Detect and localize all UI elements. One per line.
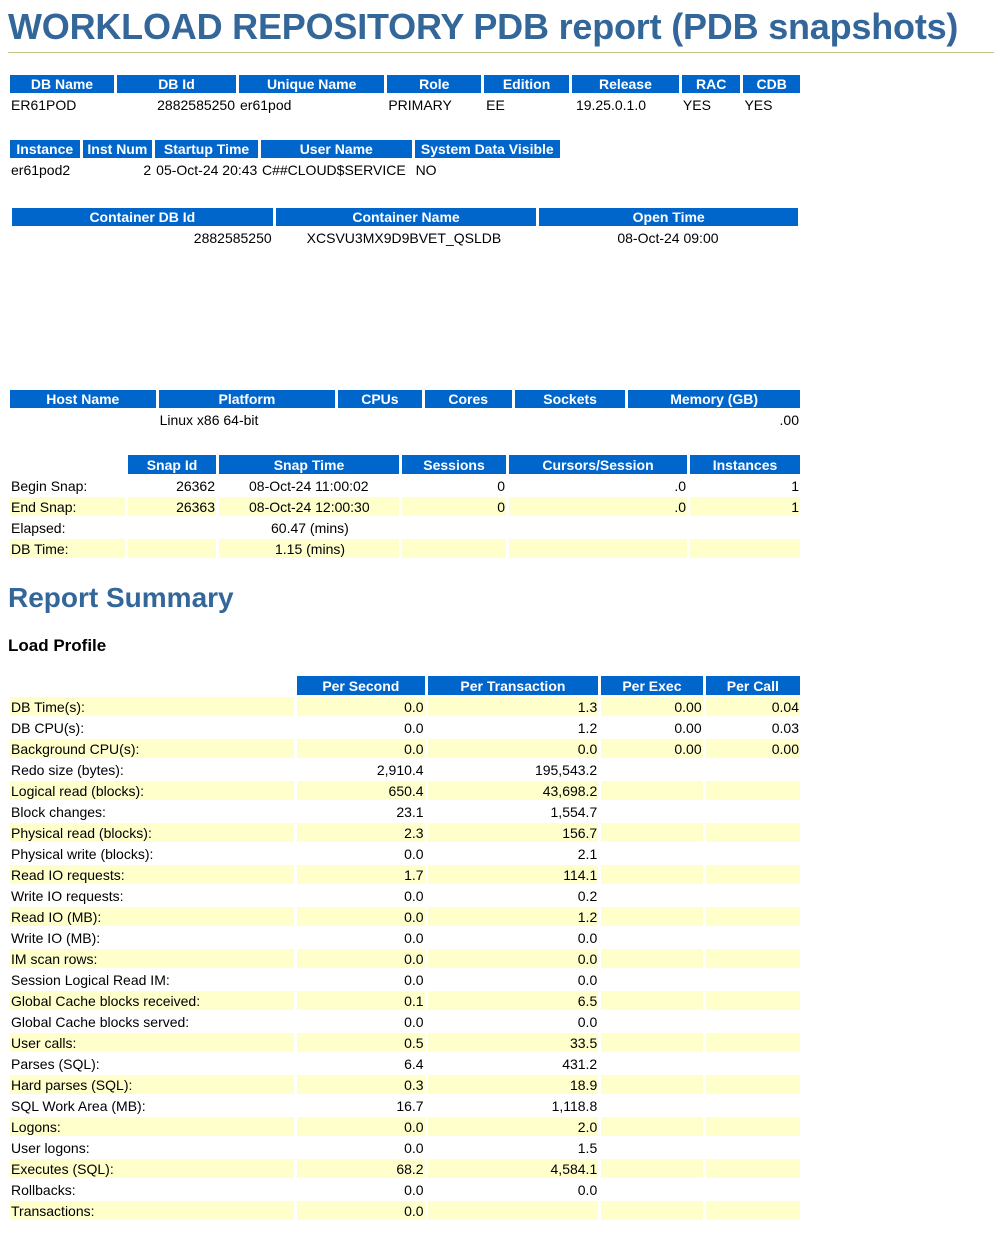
per-call-cell (706, 1138, 800, 1157)
table-row (10, 886, 800, 905)
table-row (10, 844, 800, 863)
metric-label: Rollbacks: (11, 1181, 76, 1198)
per-call-cell (706, 1201, 800, 1220)
table-row (10, 718, 800, 737)
per-second-cell: 16.7 (396, 1097, 424, 1114)
sessions-cell (402, 518, 506, 537)
per-call-cell (706, 1096, 800, 1115)
per-call-cell (706, 781, 800, 800)
instance-header: Instance (10, 140, 80, 158)
snap-label: DB Time: (10, 539, 125, 558)
per-transaction-cell: 4,584.1 (428, 1159, 599, 1178)
per-call-cell (706, 1117, 800, 1136)
per-transaction-cell: 33.5 (428, 1033, 599, 1052)
per-transaction-cell: 6.5 (428, 991, 599, 1010)
db-name-header: DB Name (10, 75, 114, 93)
container-name-value: XCSVU3MX9D9BVET_QSLDB (306, 229, 502, 246)
snap-label: Elapsed: (11, 519, 66, 536)
per-second-cell: 0.0 (404, 887, 424, 904)
per-call-cell (706, 1054, 800, 1073)
per-transaction-cell: 1.3 (428, 697, 599, 716)
metric-label: Background CPU(s): (10, 739, 294, 758)
metric-label: Write IO (MB): (11, 929, 101, 946)
per-call-cell (706, 907, 800, 926)
container-db-id-value: 2882585250 (193, 229, 272, 246)
snap-label: End Snap: (10, 497, 125, 516)
per-transaction-cell: 195,543.2 (534, 761, 598, 778)
table-row (10, 970, 800, 989)
platform-header: Platform (159, 390, 336, 408)
metric-label: Write IO requests: (11, 887, 124, 904)
metric-label: Parses (SQL): (11, 1055, 100, 1072)
per-second-cell: 0.0 (297, 1201, 424, 1220)
per-call-cell (706, 1159, 800, 1178)
snap-time-cell: 08-Oct-24 11:00:02 (249, 477, 369, 494)
per-transaction-cell: 2.1 (577, 845, 598, 862)
per-exec-cell (601, 802, 702, 821)
metric-label: Redo size (bytes): (11, 761, 124, 778)
table-row (10, 518, 800, 537)
per-exec-cell (601, 970, 702, 989)
snap-id-cell (128, 518, 216, 537)
per-exec-cell: 0.00 (674, 719, 702, 736)
table-row (10, 928, 800, 947)
sessions-cell: 0 (497, 477, 505, 494)
per-second-cell: 0.5 (297, 1033, 424, 1052)
table-row (10, 1201, 800, 1220)
metric-label: DB CPU(s): (11, 719, 85, 736)
per-exec-cell (601, 1075, 702, 1094)
instances-header: Instances (690, 455, 800, 474)
metric-label: Read IO requests: (10, 865, 294, 884)
per-transaction-cell: 156.7 (428, 823, 599, 842)
per-call-cell (706, 991, 800, 1010)
per-transaction-cell: 0.0 (577, 929, 598, 946)
table-row (10, 823, 800, 842)
per-call-cell (706, 844, 800, 863)
instances-cell: 1 (791, 477, 799, 494)
sockets-value (515, 410, 625, 429)
per-exec-cell (601, 907, 702, 926)
per-exec-cell (601, 1033, 702, 1052)
per-call-cell (706, 949, 800, 968)
table-row (10, 865, 800, 884)
per-exec-cell (601, 823, 702, 842)
table-row (10, 476, 800, 495)
per-call-cell: 0.00 (706, 739, 800, 758)
per-transaction-cell: 0.0 (577, 1013, 598, 1030)
table-row (10, 781, 800, 800)
per-exec-cell (601, 1138, 702, 1157)
instance-table (7, 138, 563, 181)
per-call-cell (706, 802, 800, 821)
snap-id-cell (128, 539, 216, 558)
per-transaction-cell: 1.2 (428, 907, 599, 926)
cursors-session-cell: .0 (674, 477, 686, 494)
load-profile-table (7, 674, 803, 1222)
per-second-cell: 0.0 (404, 719, 424, 736)
table-row (10, 802, 800, 821)
per-second-cell: 0.0 (404, 1139, 424, 1156)
container-table (9, 206, 801, 249)
instances-cell (690, 518, 800, 537)
table-row (10, 1159, 800, 1178)
per-exec-cell (601, 844, 702, 863)
per-call-cell (706, 1012, 800, 1031)
per-call-cell (706, 823, 800, 842)
per-call-cell (706, 865, 800, 884)
startup-time-header: Startup Time (155, 140, 258, 158)
table-row (10, 1180, 800, 1199)
host-table (7, 388, 803, 431)
report-title: WORKLOAD REPOSITORY PDB report (PDB snapshots) (8, 6, 959, 47)
per-call-header: Per Call (706, 676, 800, 695)
per-exec-cell (601, 865, 702, 884)
metric-label: Block changes: (11, 803, 106, 820)
sessions-cell (402, 539, 506, 558)
container-name-header: Container Name (276, 208, 537, 226)
table-row (10, 1096, 800, 1115)
edition-header: Edition (484, 75, 569, 93)
cursors-session-cell: .0 (509, 497, 687, 516)
per-exec-cell (601, 1054, 702, 1073)
container-db-id-header: Container DB Id (12, 208, 273, 226)
per-second-cell: 0.0 (404, 1013, 424, 1030)
instances-cell: 1 (690, 497, 800, 516)
per-second-cell: 0.1 (297, 991, 424, 1010)
instance-value: er61pod2 (11, 161, 71, 178)
cursors-session-header: Cursors/Session (509, 455, 687, 474)
snap-time-header: Snap Time (219, 455, 399, 474)
per-second-cell: 1.7 (297, 865, 424, 884)
db-id-value: 2882585250 (157, 96, 236, 113)
per-exec-cell (601, 1012, 702, 1031)
cursors-session-cell (509, 539, 687, 558)
cpus-header: CPUs (338, 390, 421, 408)
table-row (10, 991, 800, 1010)
metric-label: Transactions: (10, 1201, 294, 1220)
per-exec-cell (601, 1159, 702, 1178)
metric-label: Read IO (MB): (10, 907, 294, 926)
per-second-cell: 0.0 (404, 845, 424, 862)
per-transaction-cell: 431.2 (562, 1055, 598, 1072)
platform-value: Linux x86 64-bit (159, 411, 259, 428)
per-call-cell (706, 886, 800, 905)
per-call-cell (706, 1075, 800, 1094)
cores-header: Cores (425, 390, 512, 408)
metric-label: IM scan rows: (10, 949, 294, 968)
user-name-header: User Name (261, 140, 412, 158)
sessions-cell: 0 (402, 497, 506, 516)
per-transaction-cell: 1.2 (577, 719, 598, 736)
per-second-cell: 0.3 (297, 1075, 424, 1094)
metric-label: DB Time(s): (10, 697, 294, 716)
unique-name-header: Unique Name (239, 75, 384, 93)
load-profile-header-spacer (10, 676, 294, 695)
per-exec-cell (601, 928, 702, 947)
per-transaction-cell: 0.2 (577, 887, 598, 904)
snap-time-cell: 60.47 (mins) (271, 519, 349, 536)
db-name-value: ER61POD (11, 96, 77, 113)
per-transaction-cell: 1.5 (577, 1139, 598, 1156)
instances-cell (690, 539, 800, 558)
per-second-cell: 650.4 (297, 781, 424, 800)
cursors-session-cell (509, 518, 687, 537)
per-second-cell: 68.2 (297, 1159, 424, 1178)
sockets-header: Sockets (515, 390, 625, 408)
per-call-cell: 0.04 (706, 697, 800, 716)
inst-num-value: 2 (143, 161, 152, 178)
cpus-value (338, 410, 421, 429)
cores-value (425, 410, 512, 429)
table-row (10, 760, 800, 779)
release-header: Release (572, 75, 679, 93)
metric-label: User logons: (11, 1139, 90, 1156)
per-transaction-cell: 0.0 (428, 739, 599, 758)
host-name-header: Host Name (10, 390, 156, 408)
title-divider (8, 52, 994, 53)
per-exec-header: Per Exec (601, 676, 702, 695)
snap-header-spacer (10, 455, 125, 474)
per-transaction-cell: 1,554.7 (550, 803, 598, 820)
table-row (10, 907, 800, 926)
per-second-cell: 0.0 (404, 929, 424, 946)
sessions-header: Sessions (402, 455, 506, 474)
per-call-cell (706, 928, 800, 947)
metric-label: Physical write (blocks): (11, 845, 154, 862)
per-second-cell: 0.0 (297, 739, 424, 758)
table-row (10, 1138, 800, 1157)
db-id-header: DB Id (117, 75, 236, 93)
table-row (10, 1075, 800, 1094)
table-row (10, 1054, 800, 1073)
metric-label: SQL Work Area (MB): (11, 1097, 146, 1114)
per-exec-cell (601, 1180, 702, 1199)
load-profile-heading: Load Profile (8, 636, 107, 655)
open-time-value: 08-Oct-24 09:00 (617, 229, 719, 246)
snapshot-table (7, 453, 803, 560)
per-call-cell (706, 1033, 800, 1052)
per-transaction-header: Per Transaction (428, 676, 599, 695)
table-row (10, 949, 800, 968)
per-transaction-cell: 2.0 (428, 1117, 599, 1136)
metric-label: Global Cache blocks received: (10, 991, 294, 1010)
table-row (10, 1012, 800, 1031)
table-row (10, 539, 800, 558)
per-call-cell (706, 970, 800, 989)
snap-time-cell: 08-Oct-24 12:00:30 (219, 497, 399, 516)
table-row (10, 739, 800, 758)
snap-id-header: Snap Id (128, 455, 216, 474)
per-transaction-cell: 43,698.2 (428, 781, 599, 800)
table-row (10, 497, 800, 516)
per-transaction-cell: 0.0 (428, 949, 599, 968)
per-second-cell: 0.0 (297, 949, 424, 968)
metric-label: Hard parses (SQL): (10, 1075, 294, 1094)
snap-label: Begin Snap: (11, 477, 88, 494)
per-exec-cell (601, 991, 702, 1010)
per-second-cell: 0.0 (297, 697, 424, 716)
per-second-cell: 0.0 (297, 907, 424, 926)
unique-name-value: er61pod (240, 96, 292, 113)
per-exec-cell: 0.00 (601, 739, 702, 758)
metric-label: Executes (SQL): (10, 1159, 294, 1178)
edition-value: EE (486, 96, 505, 113)
snap-id-cell: 26363 (128, 497, 216, 516)
per-transaction-cell: 0.0 (577, 971, 598, 988)
db-info-table (7, 73, 803, 116)
table-row (10, 697, 800, 716)
metric-label: User calls: (10, 1033, 294, 1052)
per-second-cell: 0.0 (404, 1181, 424, 1198)
per-transaction-cell: 114.1 (428, 865, 599, 884)
per-second-header: Per Second (297, 676, 424, 695)
per-exec-cell: 0.00 (601, 697, 702, 716)
system-data-visible-value: NO (415, 161, 437, 178)
memory-header: Memory (GB) (628, 390, 800, 408)
cdb-value: YES (744, 96, 773, 113)
per-second-cell: 6.4 (404, 1055, 424, 1072)
system-data-visible-header: System Data Visible (415, 140, 560, 158)
memory-value: .00 (779, 411, 799, 428)
per-exec-cell (601, 1117, 702, 1136)
per-transaction-cell: 0.0 (577, 1181, 598, 1198)
metric-label: Logons: (10, 1117, 294, 1136)
per-second-cell: 2.3 (297, 823, 424, 842)
per-exec-cell (601, 886, 702, 905)
rac-header: RAC (682, 75, 741, 93)
rac-value: YES (682, 96, 711, 113)
user-name-value: C##CLOUD$SERVICE (261, 161, 406, 178)
per-transaction-cell (428, 1201, 599, 1220)
metric-label: Global Cache blocks served: (11, 1013, 190, 1030)
role-header: Role (387, 75, 481, 93)
snap-id-cell: 26362 (176, 477, 215, 494)
per-exec-cell (601, 1201, 702, 1220)
per-second-cell: 2,910.4 (376, 761, 424, 778)
metric-label: Logical read (blocks): (10, 781, 294, 800)
snap-time-cell: 1.15 (mins) (219, 539, 399, 558)
inst-num-header: Inst Num (83, 140, 153, 158)
startup-time-value: 05-Oct-24 20:43 (156, 161, 258, 178)
per-transaction-cell: 18.9 (428, 1075, 599, 1094)
release-value: 19.25.0.1.0 (575, 96, 646, 113)
table-row (10, 1033, 800, 1052)
open-time-header: Open Time (539, 208, 798, 226)
per-call-cell (706, 760, 800, 779)
metric-label: Physical read (blocks): (10, 823, 294, 842)
per-transaction-cell: 1,118.8 (551, 1097, 598, 1114)
cdb-header: CDB (743, 75, 800, 93)
per-exec-cell (601, 760, 702, 779)
metric-label: Session Logical Read IM: (11, 971, 170, 988)
role-value: PRIMARY (388, 96, 452, 113)
table-row (10, 1117, 800, 1136)
per-exec-cell (601, 781, 702, 800)
per-second-cell: 23.1 (396, 803, 424, 820)
per-second-cell: 0.0 (404, 971, 424, 988)
per-second-cell: 0.0 (297, 1117, 424, 1136)
per-call-cell: 0.03 (771, 719, 799, 736)
host-name-value (10, 410, 156, 429)
per-call-cell (706, 1180, 800, 1199)
report-summary-heading: Report Summary (8, 582, 234, 613)
per-exec-cell (601, 949, 702, 968)
per-exec-cell (601, 1096, 702, 1115)
